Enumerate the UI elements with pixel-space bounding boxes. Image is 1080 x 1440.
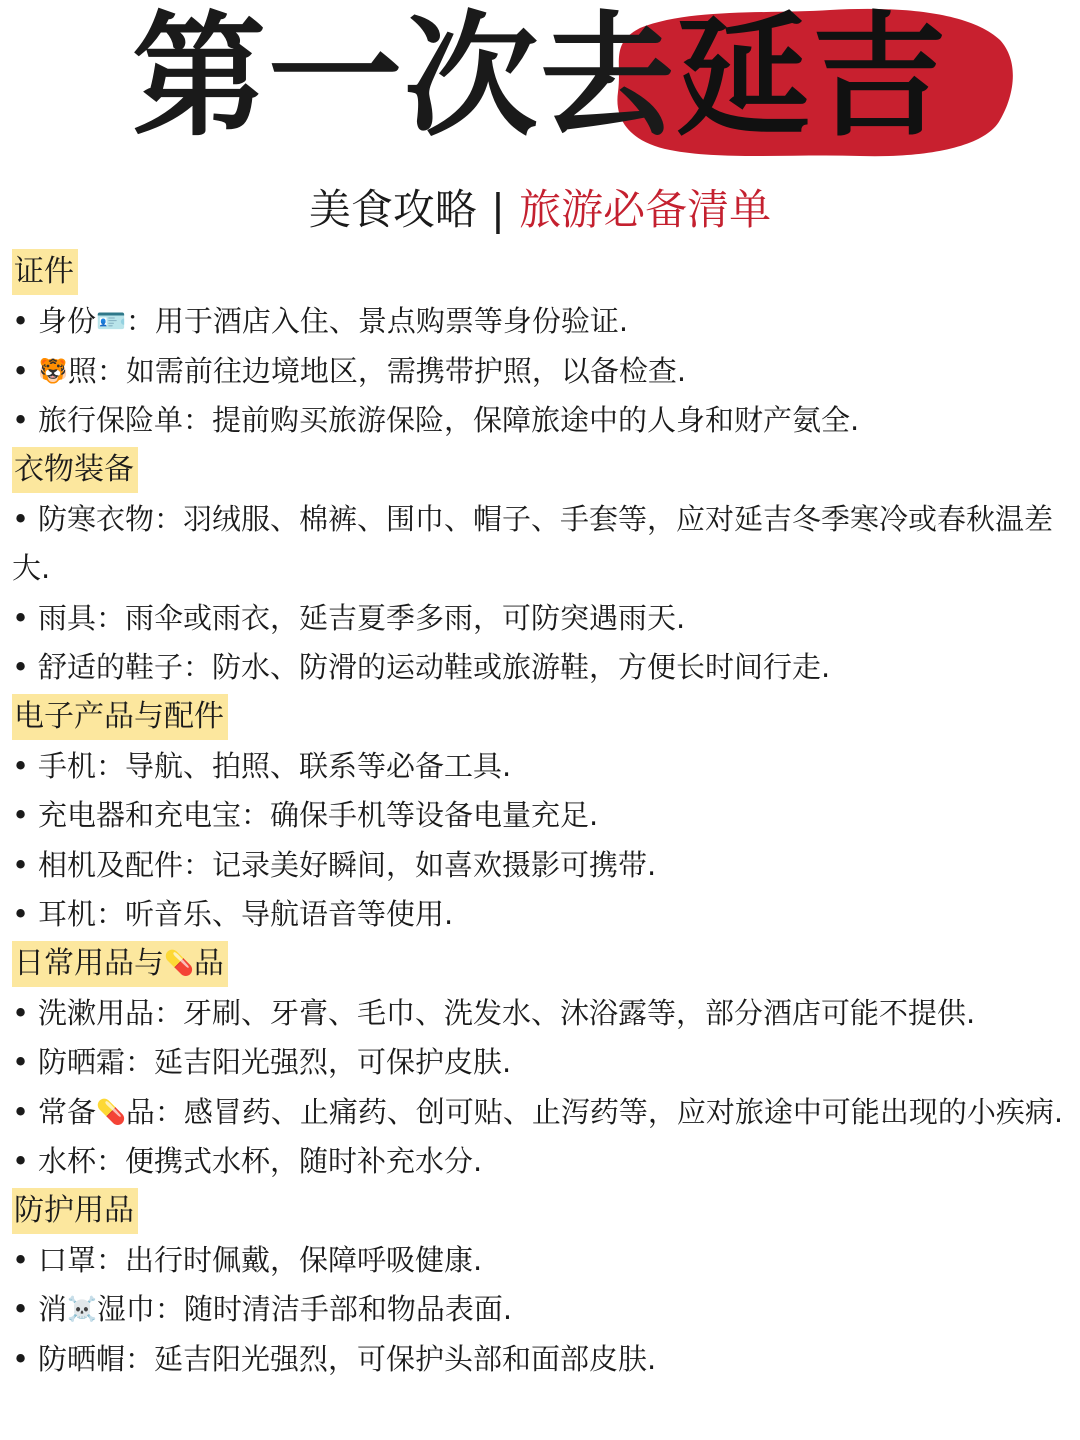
item-text: 防寒衣物：羽绒服、棉裤、围巾、帽子、手套等，应对延吉冬季寒冷或春秋温差大.	[12, 501, 1054, 585]
item-text: 舒适的鞋子：防水、防滑的运动鞋或旅游鞋，方便长时间行走.	[38, 650, 831, 684]
list-item	[12, 297, 1064, 347]
title-area	[0, 0, 1080, 180]
item-text: 充电器和充电宝：确保手机等设备电量充足.	[38, 798, 599, 832]
item-text: 身份	[38, 304, 97, 338]
section-heading: 电子产品与配件	[12, 694, 228, 740]
item-text-suffix: 照：如需前往边境地区，需携带护照，以备检查.	[67, 353, 687, 388]
heading-text-suffix: 品	[193, 945, 224, 981]
pill-icon: 💊	[164, 948, 194, 977]
skull-icon: ☠️	[67, 1295, 97, 1323]
section-daily-items	[12, 940, 1064, 1187]
item-text: 防晒霜：延吉阳光强烈，可保护皮肤.	[38, 1045, 512, 1079]
pill-icon: 💊	[96, 1097, 126, 1126]
subtitle	[0, 180, 1080, 240]
item-text: 相机及配件：记录美好瞬间，如喜欢摄影可携带.	[38, 847, 657, 882]
item-text: 防晒帽：延吉阳光强烈，可保护头部和面部皮肤.	[38, 1341, 657, 1376]
list-item	[12, 396, 1064, 446]
bullet: •	[12, 501, 30, 536]
item-text: 雨具：雨伞或雨衣，延吉夏季多雨，可防突遇雨天.	[38, 600, 686, 635]
list-item	[12, 1285, 1064, 1335]
item-text: 洗漱用品：牙刷、牙膏、毛巾、洗发水、沐浴露等，部分酒店可能不提供.	[38, 995, 976, 1030]
list-item	[12, 791, 1064, 841]
list-item	[12, 347, 1064, 397]
section-clothing	[12, 446, 1064, 693]
section-heading: 防护用品	[12, 1188, 138, 1234]
bullet: •	[12, 1144, 30, 1178]
bullet: •	[12, 798, 30, 832]
bullet: •	[12, 897, 30, 931]
subtitle-right: 旅游必备清单	[519, 185, 772, 234]
bullet: •	[12, 353, 30, 388]
bullet: •	[12, 847, 30, 882]
list-item	[12, 1038, 1064, 1088]
id-card-icon: 🪪	[96, 307, 126, 335]
bullet: •	[12, 1094, 30, 1129]
list-item	[12, 1137, 1064, 1187]
list-item	[12, 989, 1064, 1039]
section-electronics	[12, 693, 1064, 940]
bullet: •	[12, 1242, 30, 1277]
bullet: •	[12, 600, 30, 635]
item-text-suffix: ：用于酒店入住、景点购票等身份验证.	[125, 304, 629, 338]
section-protection	[12, 1187, 1064, 1385]
bullet: •	[12, 650, 30, 684]
subtitle-separator: |	[490, 185, 506, 234]
list-item	[12, 742, 1064, 792]
item-text: 耳机：听音乐、导航语音等使用.	[38, 897, 454, 931]
bullet: •	[12, 1045, 30, 1079]
section-heading: 衣物装备	[12, 447, 138, 493]
bullet: •	[12, 304, 30, 338]
item-text: 旅行保险单：提前购买旅游保险，保障旅途中的人身和财产氨全.	[38, 403, 860, 437]
item-text: 水杯：便携式水杯，随时补充水分.	[38, 1144, 483, 1178]
item-text-suffix: 品：感冒药、止痛药、创可贴、止泻药等，应对旅途中可能出现的小疾病.	[125, 1094, 1064, 1129]
section-heading: 证件	[12, 249, 78, 295]
title-main: 第一次去	[131, 0, 676, 155]
list-item	[12, 594, 1064, 644]
subtitle-left: 美食攻略	[308, 185, 477, 234]
bullet: •	[12, 1341, 30, 1376]
list-item	[12, 643, 1064, 693]
item-text-suffix: 湿巾：随时清洁手部和物品表面.	[96, 1292, 513, 1326]
checklist	[12, 248, 1064, 1384]
bullet: •	[12, 1292, 30, 1326]
bullet: •	[12, 748, 30, 783]
list-item	[12, 1088, 1064, 1138]
bullet: •	[12, 403, 30, 437]
bullet: •	[12, 995, 30, 1030]
list-item	[12, 1335, 1064, 1385]
item-text: 常备	[38, 1094, 97, 1129]
item-text: 手机：导航、拍照、联系等必备工具.	[38, 748, 512, 783]
section-documents	[12, 248, 1064, 446]
list-item	[12, 841, 1064, 891]
title-accent: 延吉	[676, 0, 949, 155]
section-heading	[12, 941, 228, 987]
list-item	[12, 890, 1064, 940]
tiger-icon: 🐯	[38, 356, 68, 385]
list-item	[12, 495, 1064, 594]
heading-text: 日常用品与	[14, 945, 164, 981]
page-title	[0, 0, 1080, 155]
item-text: 口罩：出行时佩戴，保障呼吸健康.	[38, 1242, 483, 1277]
list-item	[12, 1236, 1064, 1286]
item-text: 消	[38, 1292, 68, 1326]
